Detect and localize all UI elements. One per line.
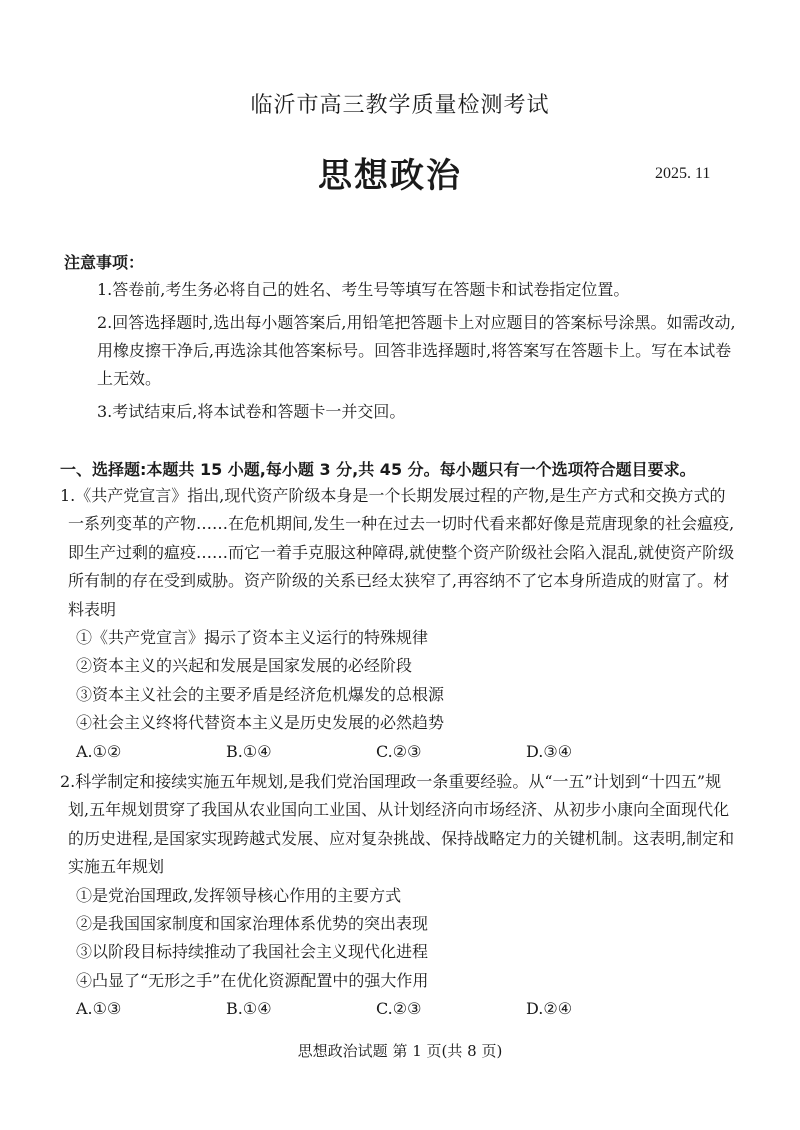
choice-c: C.②③ (376, 999, 422, 1019)
choice-d: D.②④ (526, 999, 573, 1019)
note-item-1: 1.答卷前,考生务必将自己的姓名、考生号等填写在答题卡和试卷指定位置。 (97, 280, 630, 299)
question-number: 1. (60, 486, 76, 505)
question-text: 《共产党宣言》指出,现代资产阶级本身是一个长期发展过程的产物,是生产方式和交换方式的一系列变革的产物……在危机期间,发生一种在过去一切时代看来都好像是荒唐现象的社会瘟疫,即生产过剩的瘟疫……而它一着手克服这种障碍,就使整个资产阶级社会陷入混乱,就使资产阶级所有制的存在受到威胁。资产阶级的关系已经太狭窄了,再容纳不了它本身所造成的财富了。材料表明 (68, 486, 735, 619)
question-text: 科学制定和接续实施五年规划,是我们党治国理政一条重要经验。从“一五”计划到“十四五”规划,五年规划贯穿了我国从农业国向工业国、从计划经济向市场经济、从初步小康向全面现代化的历史进程,是国家实现跨越式发展、应对复杂挑战、保持战略定力的关键机制。这表明,制定和实施五年规划 (68, 772, 735, 877)
statement-item: ③资本主义社会的主要矛盾是经济危机爆发的总根源 (76, 684, 445, 704)
notes-list (97, 276, 737, 431)
statement-item: ②是我国国家制度和国家治理体系优势的突出表现 (76, 914, 429, 934)
note-item-3: 3.考试结束后,将本试卷和答题卡一并交回。 (97, 402, 406, 421)
choice-a: A.①② (76, 741, 122, 761)
choice-d: D.③④ (526, 741, 573, 761)
choice-b: B.①④ (226, 999, 272, 1019)
statement-item: ①是党治国理政,发挥领导核心作用的主要方式 (76, 885, 402, 905)
notes-heading: 注意事项： (64, 253, 145, 272)
answer-choices (60, 738, 740, 766)
exam-title: 临沂市高三教学质量检测考试 (250, 93, 550, 118)
page-footer: 思想政治试题 第 1 页(共 8 页) (297, 1042, 503, 1060)
statement-item: ④凸显了“无形之手”在优化资源配置中的强大作用 (76, 970, 429, 990)
question-2 (60, 768, 740, 1024)
question-stem (60, 482, 740, 624)
choice-b: B.①④ (226, 741, 272, 761)
section-heading: 一、选择题:本题共 15 小题,每小题 3 分,共 45 分。每小题只有一个选项符合题目要求。 (60, 460, 696, 479)
question-number: 2. (60, 772, 76, 791)
choice-c: C.②③ (376, 741, 422, 761)
statement-item: ④社会主义终将代替资本主义是历史发展的必然趋势 (76, 713, 445, 733)
statement-item: ②资本主义的兴起和发展是国家发展的必经阶段 (76, 656, 413, 676)
subject-title: 思想政治 (318, 156, 462, 196)
choice-a: A.①③ (76, 999, 122, 1019)
exam-date: 2025. 11 (655, 165, 711, 182)
statement-item: ③以阶段目标持续推动了我国社会主义现代化进程 (76, 942, 429, 962)
question-stem (60, 768, 740, 882)
question-1 (60, 482, 740, 766)
note-item-2: 2.回答选择题时,选出每小题答案后,用铅笔把答题卡上对应题目的答案标号涂黑。如需改动,用橡皮擦干净后,再选涂其他答案标号。回答非选择题时,将答案写在答题卡上。写在本试卷上无效。 (97, 313, 736, 388)
statement-item: ①《共产党宣言》揭示了资本主义运行的特殊规律 (76, 628, 429, 648)
answer-choices (60, 995, 740, 1023)
